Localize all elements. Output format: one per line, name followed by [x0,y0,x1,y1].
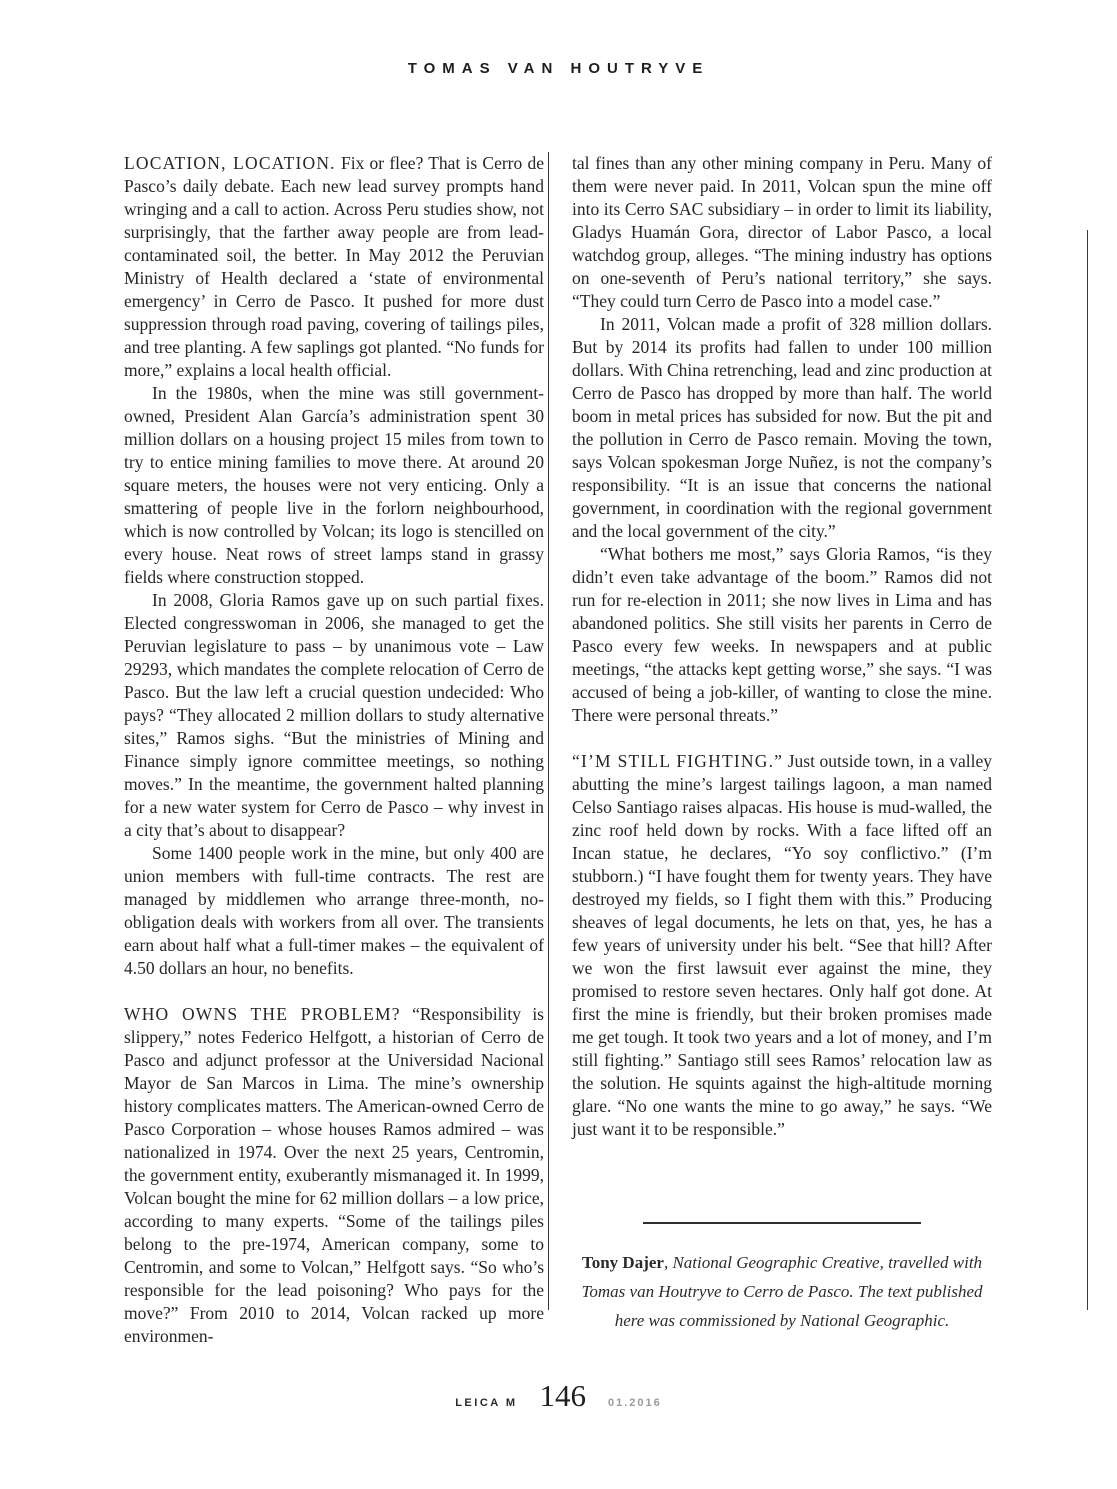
issue-date: 01.2016 [608,1397,662,1409]
paragraph-text: Fix or flee? That is Cerro de Pasco’s daily debate. Each new lead survey prompts hand wringing and a call to action. Across Peru studies show, not surprisingly, that the farther away people are from lead-contaminated soil, the better. In May 2012 the Peruvian Ministry of Health declared a ‘state of environmental emergency’ in Cerro de Pasco. It pushed for more dust suppression through road paving, covering of tailings piles, and tree planting. A few saplings got planted. “No funds for more,” explains a local health official. [124,153,544,380]
magazine-name: LEICA M [455,1397,518,1409]
lead-in-still-fighting: “I’M STILL FIGHTING.” [572,751,784,771]
credit-author-name: Tony Dajer [581,1253,664,1272]
paragraph-location [124,152,544,382]
page-number: 146 [539,1378,587,1413]
paragraph-who-owns [124,1003,544,1348]
author-header-title: TOMAS VAN HOUTRYVE [407,60,710,77]
left-column [124,152,544,1348]
page-footer [0,1378,1117,1414]
lead-in-who-owns: WHO OWNS THE PROBLEM? [124,1004,401,1024]
credit-text [572,1248,992,1335]
lead-in-location: LOCATION, LOCATION. [124,153,336,173]
paragraph-ramos-law: In 2008, Gloria Ramos gave up on such partial fixes. Elected congresswoman in 2006, she managed to get the Peruvian legislature to pass – by unanimous vote – Law 29293, which mandates the complete relocation of Cerro de Pasco. But the law left a crucial question undecided: Who pays? “They allocated 2 million dollars to study alternative sites,” Ramos sighs. “But the ministries of Mining and Finance simply ignore committee meetings, so nothing moves.” In the meantime, the government halted planning for a new water system for Cerro de Pasco – why invest in a city that’s about to disappear? [124,590,544,840]
paragraph-text: “Responsibility is slippery,” notes Federico Helfgott, a historian of Cerro de Pasco and adjunct professor at the Universidad Nacional Mayor de San Marcos in Lima. The mine’s ownership history complicates matters. The American-owned Cerro de Pasco Corporation – whose houses Ramos admired – was nationalized in 1974. Over the next 25 years, Centromin, the government entity, exuberantly mismanaged it. In 1999, Volcan bought the mine for 62 million dollars – a low price, according to many experts. “Some of the tailings piles belong to the pre-1974, American company, some to Centromin, and some to Volcan,” Helfgott says. “So who’s responsible for the lead poisoning? Who pays for the move?” From 2010 to 2014, Volcan racked up more environmen- [124,1004,544,1346]
page-header [0,60,1117,77]
credit-block [572,1222,992,1335]
page-edge-rule [1087,230,1088,1310]
credit-divider-rule [643,1222,921,1224]
paragraph-fines: tal fines than any other mining company in Peru. Many of them were never paid. In 2011, Volcan spun the mine off into its Cerro SAC subsidiary – in order to limit its liability, Gladys Huamán Gora, director of Labor Pasco, a local watchdog group, alleges. “The mining industry has options on one-seventh of Peru’s national territory,” she says. “They could turn Cerro de Pasco into a model case.” [572,153,992,311]
paragraph-still-fighting [572,750,992,1141]
paragraph-profits: In 2011, Volcan made a profit of 328 million dollars. But by 2014 its profits had fallen to under 100 million dollars. With China retrenching, lead and zinc production at Cerro de Pasco has dropped by more than half. The world boom in metal prices has subsided for now. But the pit and the pollution in Cerro de Pasco remain. Moving the town, says Volcan spokesman Jorge Nuñez, is not the company’s responsibility. “It is an issue that concerns the national government, in coordination with the regional government and the local government of the city.” [572,314,992,541]
paragraph-text: Just outside town, in a valley abutting the mine’s largest tailings lagoon, a man named Celso Santiago raises alpacas. His house is mud-walled, the zinc roof held down by rocks. With a face lifted off an Incan statue, he declares, “Yo soy conflictivo.” (I’m stubborn.) “I have fought them for twenty years. They have destroyed my fields, so I fight them with this.” Producing sheaves of legal documents, he lets on that, yes, he has a few years of university under his belt. “See that hill? After we won the first lawsuit ever against the mine, they promised to restore seven hectares. Only half got done. At first the mine is friendly, but their broken promises made me get tough. It took two years and a lot of money, and I’m still fighting.” Santiago still sees Ramos’ relocation law as the solution. He squints against the high-altitude morning glare. “No one wants the mine to go away,” he says. “We just want it to be responsible.” [572,751,992,1139]
column-divider-rule [548,152,549,1310]
paragraph-gloria-ramos: “What bothers me most,” says Gloria Ramos, “is they didn’t even take advantage of the boom.” Ramos did not run for re-election in 2011; she now lives in Lima and has abandoned politics. She still visits her parents in Cerro de Pasco every few weeks. In newspapers and at public meetings, “the attacks kept getting worse,” she says. “I was accused of being a job-killer, of wanting to close the mine. There were personal threats.” [572,544,992,725]
right-column [572,152,992,1141]
credit-note: , National Geographic Creative, travelled with Tomas van Houtryve to Cerro de Pasco. The text published here was commissioned by National Geographic. [581,1253,983,1330]
paragraph-mine-workers: Some 1400 people work in the mine, but only 400 are union members with full-time contracts. The rest are managed by middlemen who arrange three-month, no-obligation deals with workers from all over. The transients earn about half what a full-timer makes – the equivalent of 4.50 dollars an hour, no benefits. [124,843,544,978]
paragraph-1980s: In the 1980s, when the mine was still government-owned, President Alan García’s administration spent 30 million dollars on a housing project 15 miles from town to try to entice mining families to move there. At around 20 square meters, the houses were not very enticing. Only a smattering of people live in the forlorn neighbourhood, which is now controlled by Volcan; its logo is stencilled on every house. Neat rows of street lamps stand in grassy fields where construction stopped. [124,383,544,587]
